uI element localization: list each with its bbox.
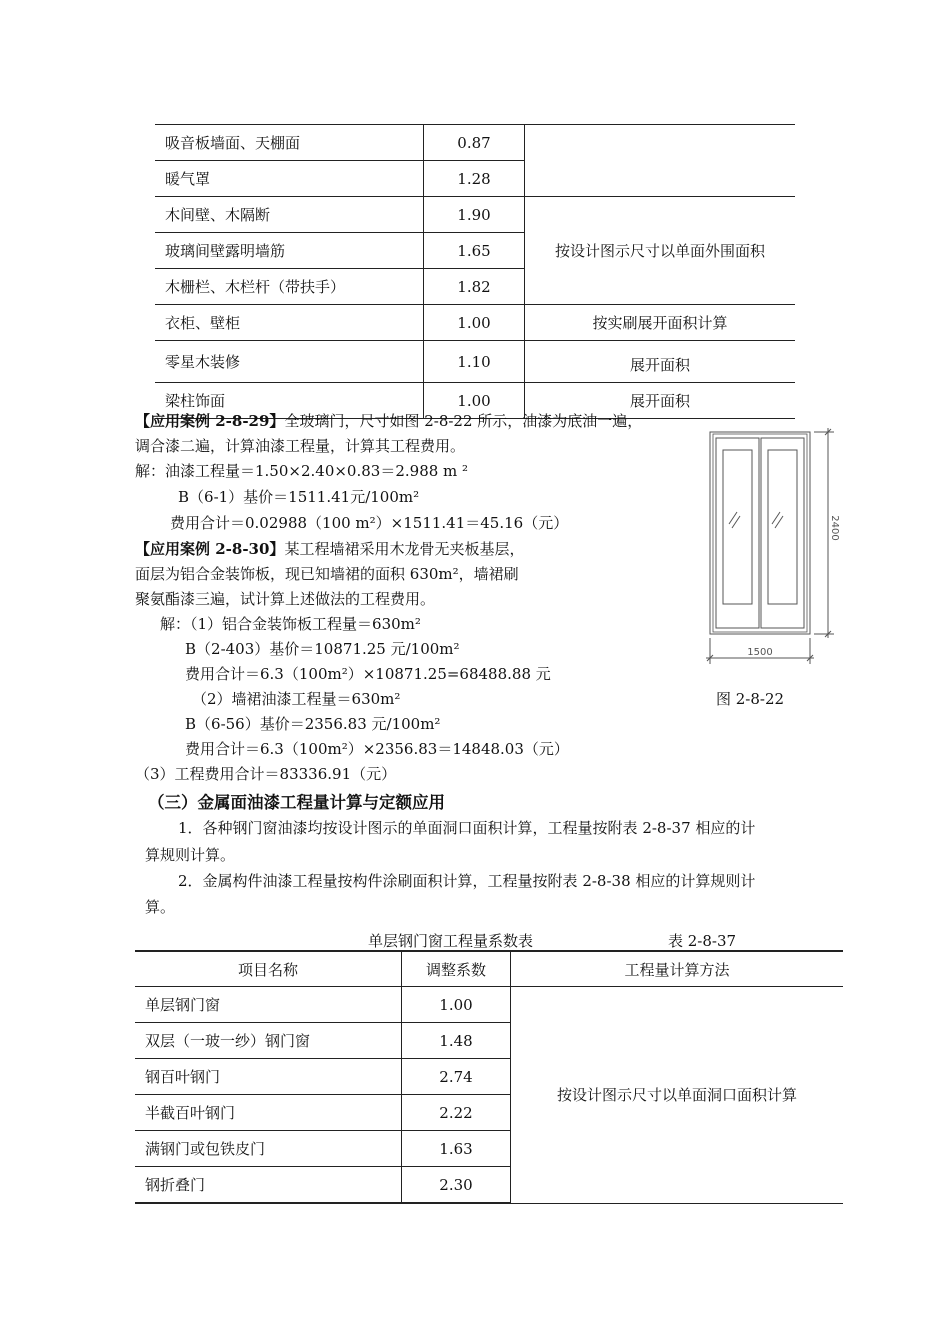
- height-dimension-label: 2400: [829, 515, 840, 541]
- case-30-solution-3: 费用合计＝6.3（100m²）×10871.25=68488.88 元: [185, 665, 551, 683]
- case-30-solution-5: B（6-56）基价＝2356.83 元/100m²: [185, 715, 441, 733]
- case-30-solution-1: 解：（1）铝合金装饰板工程量＝630m²: [160, 615, 421, 633]
- table-caption: 单层钢门窗工程量系数表: [368, 932, 534, 950]
- item-coefficient: 1.00: [402, 987, 511, 1023]
- width-dimension-label: 1500: [747, 647, 773, 658]
- item-coefficient: 1.28: [424, 161, 525, 197]
- figure-caption: 图 2-8-22: [716, 690, 785, 708]
- column-header-method: 工程量计算方法: [511, 951, 844, 987]
- item-name: 钢折叠门: [135, 1167, 402, 1204]
- paragraph-1-line-2: 算规则计算。: [145, 846, 236, 864]
- case-30-solution-7: （3）工程费用合计＝83336.91（元）: [135, 765, 397, 783]
- table-number: 表 2-8-37: [668, 932, 737, 950]
- glass-door-drawing: [702, 420, 842, 670]
- case-30-solution-4: （2）墙裙油漆工程量＝630m²: [192, 690, 401, 708]
- item-method: [525, 125, 796, 197]
- item-coefficient: 1.90: [424, 197, 525, 233]
- item-name: 吸音板墙面、天棚面: [155, 125, 424, 161]
- case-30-text: 某工程墙裙采用木龙骨无夹板基层，: [284, 540, 525, 558]
- item-coefficient: 1.00: [424, 383, 525, 419]
- item-name: 零星木装修: [155, 341, 424, 383]
- item-coefficient: 1.00: [424, 305, 525, 341]
- item-coefficient: 1.63: [402, 1131, 511, 1167]
- glass-panel-left: [723, 450, 752, 604]
- item-name: 衣柜、壁柜: [155, 305, 424, 341]
- steel-door-window-coefficient-table: [135, 950, 843, 1204]
- item-coefficient: 2.30: [402, 1167, 511, 1204]
- case-29-line-1: [135, 409, 642, 434]
- table-row: [155, 341, 795, 383]
- case-30-title: 【应用案例 2-8-30】: [135, 540, 285, 558]
- item-coefficient: 1.48: [402, 1023, 511, 1059]
- coefficient-table-continued: [155, 124, 795, 419]
- case-29-solution-3: 费用合计＝0.02988（100 m²）×1511.41＝45.16（元）: [170, 514, 569, 532]
- item-name: 木栅栏、木栏杆（带扶手）: [155, 269, 424, 305]
- item-method: 按设计图示尺寸以单面外围面积: [525, 197, 796, 305]
- item-method: 按实刷展开面积计算: [525, 305, 796, 341]
- item-name: 双层（一玻一纱）钢门窗: [135, 1023, 402, 1059]
- section-heading: （三）金属面油漆工程量计算与定额应用: [148, 793, 445, 812]
- glass-panel-right: [768, 450, 797, 604]
- case-30-line-2: 面层为铝合金装饰板，现已知墙裙的面积 630m²，墙裙刷: [135, 565, 519, 583]
- door-leaf-right: [761, 438, 804, 628]
- door-leaf-left: [716, 438, 759, 628]
- case-29-text: 全玻璃门，尺寸如图 2-8-22 所示，油漆为底油一遍，: [284, 412, 643, 430]
- item-method: 按设计图示尺寸以单面洞口面积计算: [511, 987, 844, 1204]
- item-coefficient: 2.22: [402, 1095, 511, 1131]
- column-header-coefficient: 调整系数: [402, 951, 511, 987]
- item-coefficient: 1.10: [424, 341, 525, 383]
- case-29-solution-1: 解：油漆工程量＝1.50×2.40×0.83＝2.988 m ²: [135, 462, 469, 480]
- paragraph-1-line-1: 1．各种钢门窗油漆均按设计图示的单面洞口面积计算，工程量按附表 2-8-37 相应的计: [178, 819, 756, 837]
- item-name: 梁柱饰面: [155, 383, 424, 419]
- item-name: 满钢门或包铁皮门: [135, 1131, 402, 1167]
- item-coefficient: 1.65: [424, 233, 525, 269]
- case-29-solution-2: B（6-1）基价＝1511.41元/100m²: [178, 488, 420, 506]
- case-30-solution-6: 费用合计＝6.3（100m²）×2356.83＝14848.03（元）: [185, 740, 569, 758]
- case-29-title: 【应用案例 2-8-29】: [135, 412, 285, 430]
- case-30-line-1: [135, 537, 524, 562]
- table-header-row: [135, 951, 843, 987]
- table-row: [155, 125, 795, 161]
- item-name: 木间壁、木隔断: [155, 197, 424, 233]
- column-header-name: 项目名称: [135, 951, 402, 987]
- item-name: 半截百叶钢门: [135, 1095, 402, 1131]
- table-row: [155, 305, 795, 341]
- paragraph-2-line-2: 算。: [145, 898, 176, 916]
- item-coefficient: 2.74: [402, 1059, 511, 1095]
- item-coefficient: 1.82: [424, 269, 525, 305]
- paragraph-2-line-1: 2．金属构件油漆工程量按构件涂刷面积计算，工程量按附表 2-8-38 相应的计算规则计: [178, 872, 756, 890]
- item-name: 单层钢门窗: [135, 987, 402, 1023]
- item-name: 玻璃间壁露明墙筋: [155, 233, 424, 269]
- item-name: 暖气罩: [155, 161, 424, 197]
- item-name: 钢百叶钢门: [135, 1059, 402, 1095]
- item-method: 展开面积: [525, 341, 796, 383]
- case-29-line-2: 调合漆二遍，计算油漆工程量，计算其工程费用。: [135, 437, 466, 455]
- case-30-solution-2: B（2-403）基价＝10871.25 元/100m²: [185, 640, 460, 658]
- table-row: [155, 197, 795, 233]
- case-30-line-3: 聚氨酯漆三遍，试计算上述做法的工程费用。: [135, 590, 436, 608]
- item-method: 展开面积: [525, 383, 796, 419]
- table-row: [135, 987, 843, 1023]
- item-coefficient: 0.87: [424, 125, 525, 161]
